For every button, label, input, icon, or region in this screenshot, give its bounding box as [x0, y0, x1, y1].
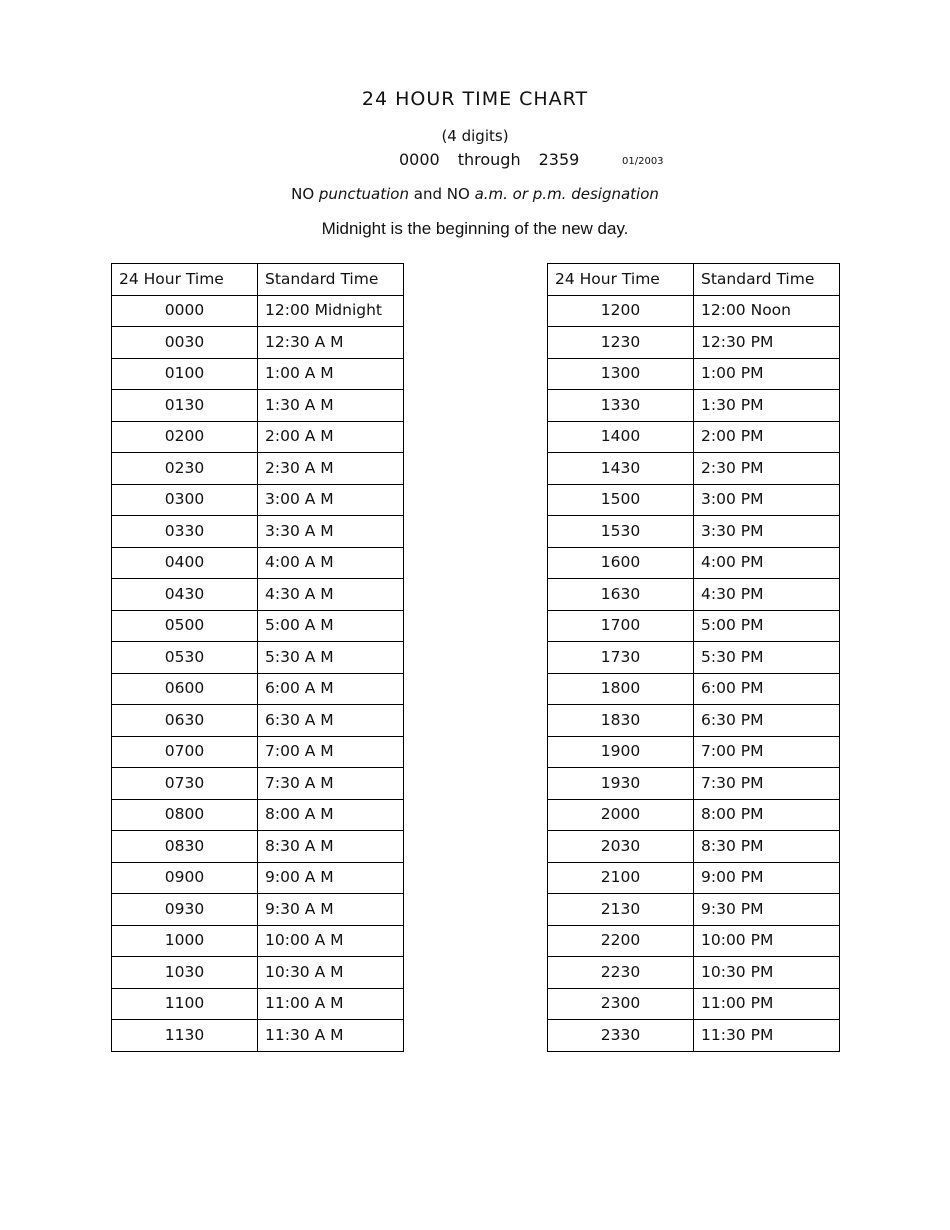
table-row	[112, 1020, 404, 1052]
table-row	[548, 705, 840, 737]
table-row	[112, 579, 404, 611]
cell-standard-time: 7:00 PM	[694, 736, 840, 768]
table-row	[112, 894, 404, 926]
cell-standard-time: 3:00 A M	[258, 484, 404, 516]
table-row	[548, 988, 840, 1020]
cell-24-hour-time: 0930	[112, 894, 258, 926]
table-row	[548, 768, 840, 800]
header-24-hour-time: 24 Hour Time	[548, 264, 694, 296]
cell-24-hour-time: 0030	[112, 327, 258, 359]
table-row	[112, 642, 404, 674]
cell-standard-time: 6:30 PM	[694, 705, 840, 737]
cell-24-hour-time: 0200	[112, 421, 258, 453]
table-row	[548, 390, 840, 422]
digits-note: (4 digits)	[441, 127, 509, 145]
pm-time-table	[547, 263, 840, 1052]
cell-24-hour-time: 0800	[112, 799, 258, 831]
table-row	[548, 862, 840, 894]
cell-24-hour-time: 0330	[112, 516, 258, 548]
table-row	[112, 327, 404, 359]
punctuation-note	[0, 185, 950, 203]
cell-standard-time: 1:30 PM	[694, 390, 840, 422]
cell-standard-time: 9:30 PM	[694, 894, 840, 926]
cell-24-hour-time: 1400	[548, 421, 694, 453]
cell-24-hour-time: 2130	[548, 894, 694, 926]
cell-standard-time: 6:00 A M	[258, 673, 404, 705]
cell-24-hour-time: 1430	[548, 453, 694, 485]
table-row	[112, 421, 404, 453]
cell-standard-time: 10:00 PM	[694, 925, 840, 957]
table-row	[548, 799, 840, 831]
table-row	[548, 831, 840, 863]
cell-standard-time: 8:00 A M	[258, 799, 404, 831]
cell-24-hour-time: 0730	[112, 768, 258, 800]
cell-24-hour-time: 2200	[548, 925, 694, 957]
cell-standard-time: 6:00 PM	[694, 673, 840, 705]
cell-24-hour-time: 2300	[548, 988, 694, 1020]
punct-em-1: punctuation	[318, 185, 409, 203]
cell-24-hour-time: 1930	[548, 768, 694, 800]
cell-standard-time: 7:30 A M	[258, 768, 404, 800]
cell-24-hour-time: 1030	[112, 957, 258, 989]
table-row	[112, 516, 404, 548]
cell-24-hour-time: 1300	[548, 358, 694, 390]
table-row	[548, 421, 840, 453]
cell-24-hour-time: 0100	[112, 358, 258, 390]
table-row	[548, 957, 840, 989]
cell-24-hour-time: 0900	[112, 862, 258, 894]
cell-24-hour-time: 1530	[548, 516, 694, 548]
cell-24-hour-time: 0230	[112, 453, 258, 485]
table-row	[548, 1020, 840, 1052]
header-24-hour-time: 24 Hour Time	[112, 264, 258, 296]
cell-standard-time: 3:00 PM	[694, 484, 840, 516]
cell-standard-time: 11:00 A M	[258, 988, 404, 1020]
cell-24-hour-time: 1200	[548, 295, 694, 327]
table-row	[548, 642, 840, 674]
cell-standard-time: 6:30 A M	[258, 705, 404, 737]
punct-no-1: NO	[291, 185, 319, 203]
table-row	[112, 705, 404, 737]
table-row	[112, 831, 404, 863]
table-row	[112, 610, 404, 642]
range-start: 0000	[399, 150, 440, 169]
cell-standard-time: 2:00 A M	[258, 421, 404, 453]
table-row	[548, 453, 840, 485]
cell-standard-time: 10:00 A M	[258, 925, 404, 957]
cell-24-hour-time: 0600	[112, 673, 258, 705]
cell-24-hour-time: 1100	[112, 988, 258, 1020]
cell-standard-time: 12:00 Noon	[694, 295, 840, 327]
table-row	[112, 768, 404, 800]
cell-standard-time: 7:30 PM	[694, 768, 840, 800]
cell-24-hour-time: 1600	[548, 547, 694, 579]
range-end: 2359	[538, 150, 580, 169]
table-row	[112, 862, 404, 894]
cell-24-hour-time: 1700	[548, 610, 694, 642]
table-header-row	[112, 264, 404, 296]
cell-24-hour-time: 2030	[548, 831, 694, 863]
cell-standard-time: 11:00 PM	[694, 988, 840, 1020]
table-row	[548, 673, 840, 705]
cell-standard-time: 7:00 A M	[258, 736, 404, 768]
cell-24-hour-time: 0000	[112, 295, 258, 327]
cell-standard-time: 12:00 Midnight	[258, 295, 404, 327]
cell-24-hour-time: 0300	[112, 484, 258, 516]
table-row	[548, 925, 840, 957]
cell-standard-time: 1:00 PM	[694, 358, 840, 390]
cell-standard-time: 9:00 A M	[258, 862, 404, 894]
table-row	[548, 579, 840, 611]
cell-24-hour-time: 1330	[548, 390, 694, 422]
cell-standard-time: 2:00 PM	[694, 421, 840, 453]
punct-em-2: a.m. or p.m. designation	[474, 185, 659, 203]
header-standard-time: Standard Time	[258, 264, 404, 296]
cell-24-hour-time: 1830	[548, 705, 694, 737]
midnight-note: Midnight is the beginning of the new day.	[321, 219, 629, 238]
cell-standard-time: 2:30 A M	[258, 453, 404, 485]
table-row	[112, 547, 404, 579]
table-row	[112, 957, 404, 989]
cell-24-hour-time: 0630	[112, 705, 258, 737]
cell-24-hour-time: 0130	[112, 390, 258, 422]
table-row	[112, 988, 404, 1020]
cell-24-hour-time: 2000	[548, 799, 694, 831]
cell-24-hour-time: 1000	[112, 925, 258, 957]
table-row	[548, 295, 840, 327]
cell-standard-time: 8:30 PM	[694, 831, 840, 863]
cell-24-hour-time: 2230	[548, 957, 694, 989]
table-row	[112, 295, 404, 327]
cell-24-hour-time: 1800	[548, 673, 694, 705]
table-row	[112, 925, 404, 957]
cell-24-hour-time: 0400	[112, 547, 258, 579]
table-row	[548, 894, 840, 926]
table-row	[112, 799, 404, 831]
cell-24-hour-time: 1900	[548, 736, 694, 768]
table-header-row	[548, 264, 840, 296]
cell-24-hour-time: 0500	[112, 610, 258, 642]
cell-standard-time: 5:30 PM	[694, 642, 840, 674]
cell-24-hour-time: 1730	[548, 642, 694, 674]
cell-standard-time: 3:30 PM	[694, 516, 840, 548]
table-row	[548, 610, 840, 642]
cell-standard-time: 11:30 PM	[694, 1020, 840, 1052]
punct-mid: and NO	[409, 185, 475, 203]
cell-standard-time: 8:00 PM	[694, 799, 840, 831]
cell-standard-time: 4:00 PM	[694, 547, 840, 579]
table-row	[548, 327, 840, 359]
cell-standard-time: 5:00 PM	[694, 610, 840, 642]
table-row	[548, 516, 840, 548]
cell-standard-time: 8:30 A M	[258, 831, 404, 863]
table-row	[112, 390, 404, 422]
cell-24-hour-time: 1230	[548, 327, 694, 359]
cell-standard-time: 10:30 A M	[258, 957, 404, 989]
cell-standard-time: 4:30 PM	[694, 579, 840, 611]
cell-standard-time: 1:00 A M	[258, 358, 404, 390]
table-row	[112, 484, 404, 516]
table-row	[112, 358, 404, 390]
cell-24-hour-time: 1630	[548, 579, 694, 611]
cell-24-hour-time: 0530	[112, 642, 258, 674]
cell-standard-time: 2:30 PM	[694, 453, 840, 485]
range-through: through	[457, 150, 521, 169]
cell-24-hour-time: 0830	[112, 831, 258, 863]
document-title: 24 HOUR TIME CHART	[361, 88, 589, 110]
cell-standard-time: 9:30 A M	[258, 894, 404, 926]
cell-standard-time: 10:30 PM	[694, 957, 840, 989]
table-row	[548, 484, 840, 516]
am-time-table	[111, 263, 404, 1052]
cell-standard-time: 12:30 PM	[694, 327, 840, 359]
cell-24-hour-time: 2330	[548, 1020, 694, 1052]
cell-standard-time: 1:30 A M	[258, 390, 404, 422]
table-row	[112, 736, 404, 768]
cell-standard-time: 3:30 A M	[258, 516, 404, 548]
cell-standard-time: 11:30 A M	[258, 1020, 404, 1052]
cell-standard-time: 5:00 A M	[258, 610, 404, 642]
cell-standard-time: 4:30 A M	[258, 579, 404, 611]
time-range	[399, 150, 579, 169]
header-standard-time: Standard Time	[694, 264, 840, 296]
cell-standard-time: 4:00 A M	[258, 547, 404, 579]
cell-standard-time: 9:00 PM	[694, 862, 840, 894]
cell-24-hour-time: 0700	[112, 736, 258, 768]
cell-24-hour-time: 1500	[548, 484, 694, 516]
revision-date: 01/2003	[622, 156, 664, 167]
table-row	[112, 673, 404, 705]
table-row	[548, 736, 840, 768]
cell-24-hour-time: 2100	[548, 862, 694, 894]
cell-24-hour-time: 0430	[112, 579, 258, 611]
cell-standard-time: 5:30 A M	[258, 642, 404, 674]
table-row	[548, 547, 840, 579]
cell-standard-time: 12:30 A M	[258, 327, 404, 359]
table-row	[112, 453, 404, 485]
cell-24-hour-time: 1130	[112, 1020, 258, 1052]
table-row	[548, 358, 840, 390]
